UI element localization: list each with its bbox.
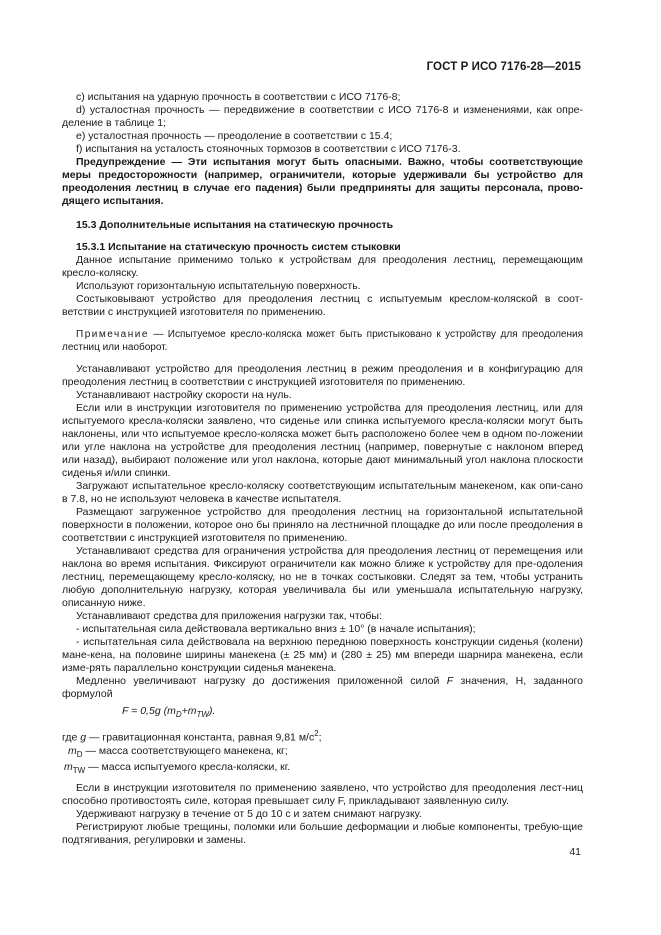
section-heading-15-3: 15.3 Дополнительные испытания на статическую прочность bbox=[76, 219, 394, 231]
paragraph: Удерживают нагрузку в течение от 5 до 10 с и затем снимают нагрузку. bbox=[76, 807, 422, 820]
subsection-heading-15-3-1: 15.3.1 Испытание на статическую прочность систем стыковки bbox=[76, 241, 401, 253]
paragraph: Размещают загруженное устройство для преодоления лестниц на горизонтальной испытательной поверхности в положении, которое оно бы приняло на лестничной площадке до или после преодоления в соответствии с инструкцией изготовителя по применению. bbox=[62, 506, 583, 544]
paragraph: Используют горизонтальную испытательную поверхность. bbox=[76, 280, 361, 292]
list-item-d: d) усталостная прочность — передвижение в соответствии с ИСО 7176-8 и изменениями, как опре-деление в таблице 1; bbox=[62, 104, 583, 129]
paragraph: Состыковывают устройство для преодоления лестниц с испытуемым креслом-коляской в соот-ветствии с инструкцией изготовителя по применению. bbox=[62, 293, 583, 318]
paragraph: Если или в инструкции изготовителя по применению устройства для преодоления лестниц, или для испытуемого кресла-коляски заявлено, что сиденье или спинка испытуемого кресла-коляски могут быть наклонены, или что испытуемое кресло-коляска может быть расположено более чем в одном по-ложении или угле наклона на устройстве для преодоления лестниц (например, повернутые с наклоном вперед или назад), выбирают положение или угол наклона, которые дают минимальный угол наклона плоскости сиденья и/или спинки. bbox=[62, 402, 583, 479]
definition-md: $m_D$ — масса соответствующего манекена, кг; bbox=[68, 744, 288, 759]
page-body bbox=[62, 91, 583, 847]
paragraph: Устанавливают средства для приложения нагрузки так, чтобы: bbox=[76, 610, 382, 622]
paragraph: Данное испытание применимо только к устройствам для преодоления лестниц, перемещающим кресло-коляску. bbox=[62, 254, 583, 279]
definition-g: где g — гравитационная константа, равная 9,81 $м/с^2$; bbox=[62, 729, 322, 744]
paragraph: Устанавливают устройство для преодоления лестниц в режим преодоления и в конфигурацию для преодоления лестниц в соответствии с инструкцией изготовителя по применению. bbox=[62, 363, 583, 388]
page-number: 41 bbox=[569, 846, 581, 858]
note-text: — Испытуемое кресло-коляска может быть пристыковано к устройству для преодоления лестниц или наоборот. bbox=[62, 329, 583, 353]
list-item: - испытательная сила действовала вертикально вниз ± 10° (в начале испытания); bbox=[76, 623, 476, 635]
list-item-e: е) усталостная прочность — преодоление в соответствии с 15.4; bbox=[76, 130, 393, 142]
definition-mtw: $m_{TW}$ — масса испытуемого кресла-коляски, кг. bbox=[64, 760, 291, 775]
paragraph: Устанавливают средства для ограничения устройства для преодоления лестниц от перемещения или наклона во время испытания. Фиксируют ограничители как можно ближе к устройству для пре-одоления лестниц, перемещающему кресло-коляску, но не в точках состыковки. Следят за тем, чтобы устранить любую дополнительную нагрузку, которая увеличивала бы или уменьшала испытательную нагрузку, описанную ниже. bbox=[62, 545, 583, 609]
standard-header: ГОСТ Р ИСО 7176-28—2015 bbox=[426, 61, 581, 73]
list-item-c: с) испытания на ударную прочность в соответствии с ИСО 7176-8; bbox=[76, 91, 401, 103]
note-paragraph bbox=[62, 328, 583, 354]
paragraph: Устанавливают настройку скорости на нуль. bbox=[76, 389, 292, 401]
paragraph: Загружают испытательное кресло-коляску соответствующим испытательным манекеном, как опи-сано в 7.8, но не используют человека в качестве испытателя. bbox=[62, 480, 583, 505]
paragraph: Регистрируют любые трещины, поломки или большие деформации и любые компоненты, требую-щие подтягивания, регулировки и замены. bbox=[62, 820, 583, 846]
warning-paragraph: Предупреждение — Эти испытания могут быть опасными. Важно, чтобы соответствующие меры предосторожности (например, ограничители, которые удерживали бы устройство для преодоления лестниц в случае его падения) были предприняты для защиты персонала, прово-дящего испытания. bbox=[62, 156, 583, 207]
force-formula: F = 0,5g $(m_D+m_{TW})$. bbox=[122, 705, 216, 720]
list-item: - испытательная сила действовала на верхнюю переднюю поверхность конструкции сиденья (колени) мане-кена, на половине ширины манекена (± 25 мм) и (280 ± 25) мм впереди шарнира манекена, если изме-рять параллельно конструкции сиденья манекена. bbox=[62, 636, 583, 674]
list-item-f: f) испытания на усталость стояночных тормозов в соответствии с ИСО 7176-3. bbox=[76, 143, 461, 155]
paragraph: Медленно увеличивают нагрузку до достижения приложенной силой F значения, Н, заданного формулой bbox=[62, 675, 583, 700]
note-label: Примечание bbox=[76, 329, 149, 340]
paragraph: Если в инструкции изготовителя по применению заявлено, что устройство для преодоления лест-ниц способно противостоять силе, которая превышает силу F, прикладывают заявленную силу. bbox=[62, 781, 583, 807]
